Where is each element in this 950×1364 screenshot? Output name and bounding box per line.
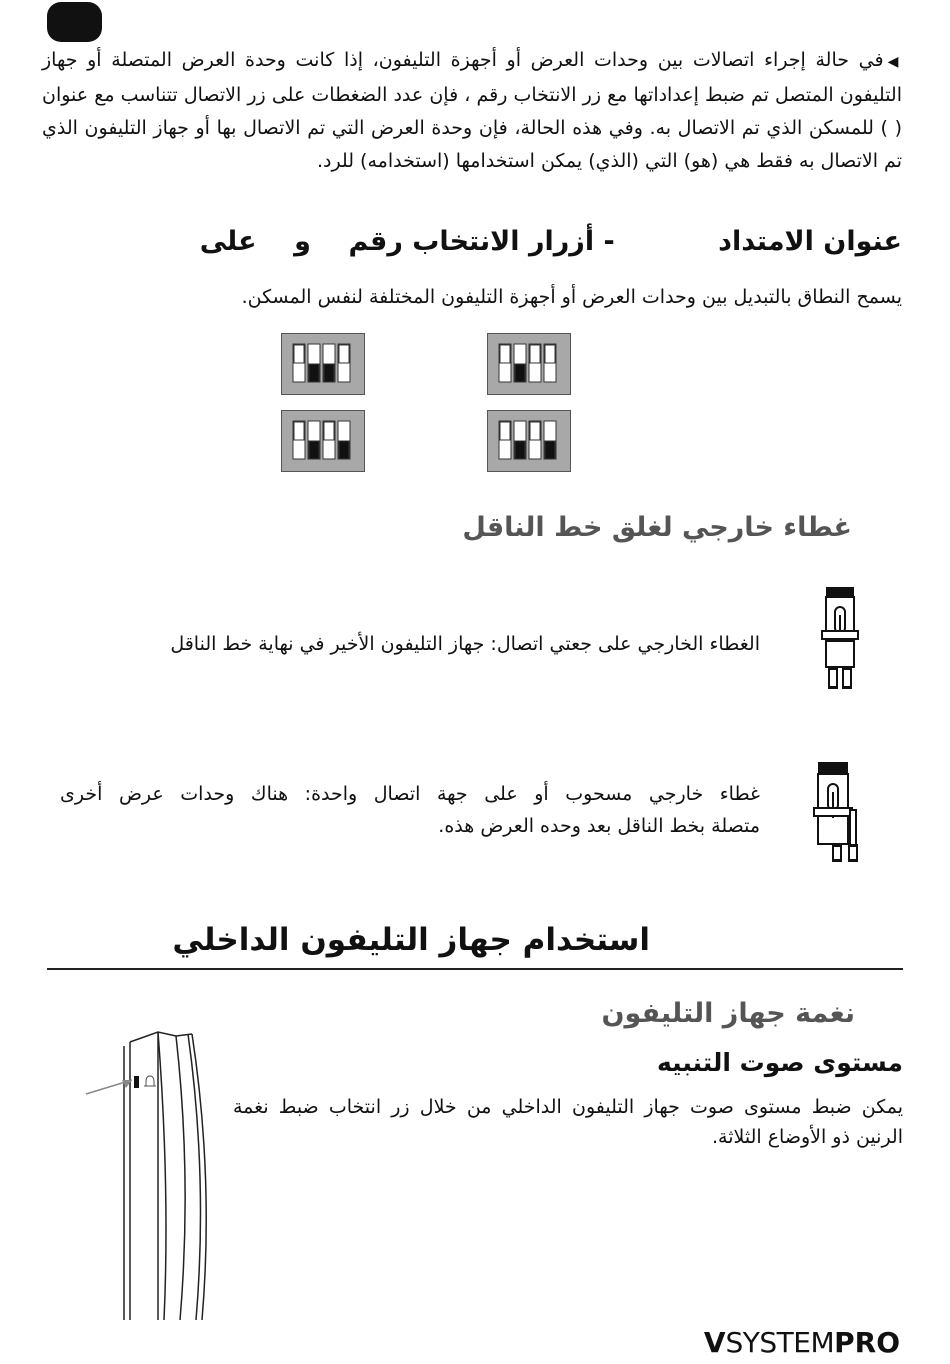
dip-switch-diagram — [281, 410, 365, 472]
dip-switch-diagram — [487, 410, 571, 472]
cover-item-2-line-1: غطاء خارجي مسحوب أو على جهة اتصال واحدة: هناك وحدات عرض أخرى — [60, 783, 760, 805]
dip-switch-knob — [515, 441, 525, 459]
dip-switch-knob — [309, 364, 319, 382]
dip-switch-knob — [294, 345, 304, 363]
dip-switch-diagram — [281, 333, 365, 395]
internal-phone-heading: استخدام جهاز التليفون الداخلي — [172, 922, 650, 958]
logo-v: V — [703, 1326, 726, 1359]
dip-switch-icon — [282, 411, 364, 471]
logo-system: SYSTEM — [725, 1326, 835, 1359]
logo-pro: PRO — [834, 1326, 900, 1359]
cover-heading: غطاء خارجي لغلق خط الناقل — [462, 512, 852, 543]
dip-switch-knob — [309, 441, 319, 459]
dip-switch-knob — [515, 364, 525, 382]
extension-heading: عنوان الامتداد - أزرار الانتخاب رقم و على — [199, 226, 902, 257]
dip-switch-icon — [282, 334, 364, 394]
handset-illustration — [84, 1028, 224, 1320]
dip-switch-knob — [324, 422, 334, 440]
intro-text: في حالة إجراء اتصالات بين وحدات العرض أو أجهزة التليفون، إذا كانت وحدة العرض المتصلة أو جهاز التليفون المتصل تم ضبط إعداداتها مع زر الانتخاب رقم ، فإن عدد الضغطات على زر الاتصال تتناسب مع عنوان ( ) للمسكن الذي تم الاتصال به. وفي هذه الحالة، فإن وحدة العرض التي تم الاتصال بها أو جهاز التليفون الذي تم الاتصال به فقط هي (هو) التي (الذي) يمكن استخدامها (استخدامه) للرد. — [42, 49, 902, 172]
vsystempro-logo — [704, 1326, 900, 1359]
dip-switch-icon — [488, 411, 570, 471]
dip-switch-knob — [294, 422, 304, 440]
cover-item-2-line-2: متصلة بخط الناقل بعد وحده العرض هذه. — [438, 815, 760, 837]
dip-switch-knob — [545, 441, 555, 459]
jumper-closed-icon — [818, 585, 862, 695]
volume-description: يمكن ضبط مستوى صوت جهاز التليفون الداخلي من خلال زر انتخاب ضبط نغمة الرنين ذو الأوضاع الثلاثة. — [233, 1096, 903, 1148]
volume-heading: مستوى صوت التنبيه — [656, 1048, 903, 1077]
dip-switch-knob — [500, 345, 510, 363]
dip-switch-knob — [530, 345, 540, 363]
cover-item-2 — [60, 778, 760, 842]
intro-paragraph — [42, 44, 902, 178]
jumper-open-icon — [812, 758, 864, 868]
section-divider — [47, 968, 903, 970]
dip-switch-knob — [530, 422, 540, 440]
extension-description: يسمح النطاق بالتبديل بين وحدات العرض أو أجهزة التليفون المختلفة لنفس المسكن. — [241, 286, 902, 308]
bullet-arrow-icon: ◀ — [887, 54, 902, 70]
dip-switch-knob — [500, 422, 510, 440]
cover-item-1: الغطاء الخارجي على جعتي اتصال: جهاز التليفون الأخير في نهاية خط الناقل — [170, 633, 760, 655]
dip-switch-knob — [324, 364, 334, 382]
dip-switch-icon — [488, 334, 570, 394]
dip-switch-diagram — [487, 333, 571, 395]
tone-heading: نغمة جهاز التليفون — [601, 998, 855, 1029]
dip-switch-knob — [339, 441, 349, 459]
dip-switch-knob — [545, 345, 555, 363]
dip-switch-knob — [339, 345, 349, 363]
page-number-badge — [47, 2, 102, 42]
